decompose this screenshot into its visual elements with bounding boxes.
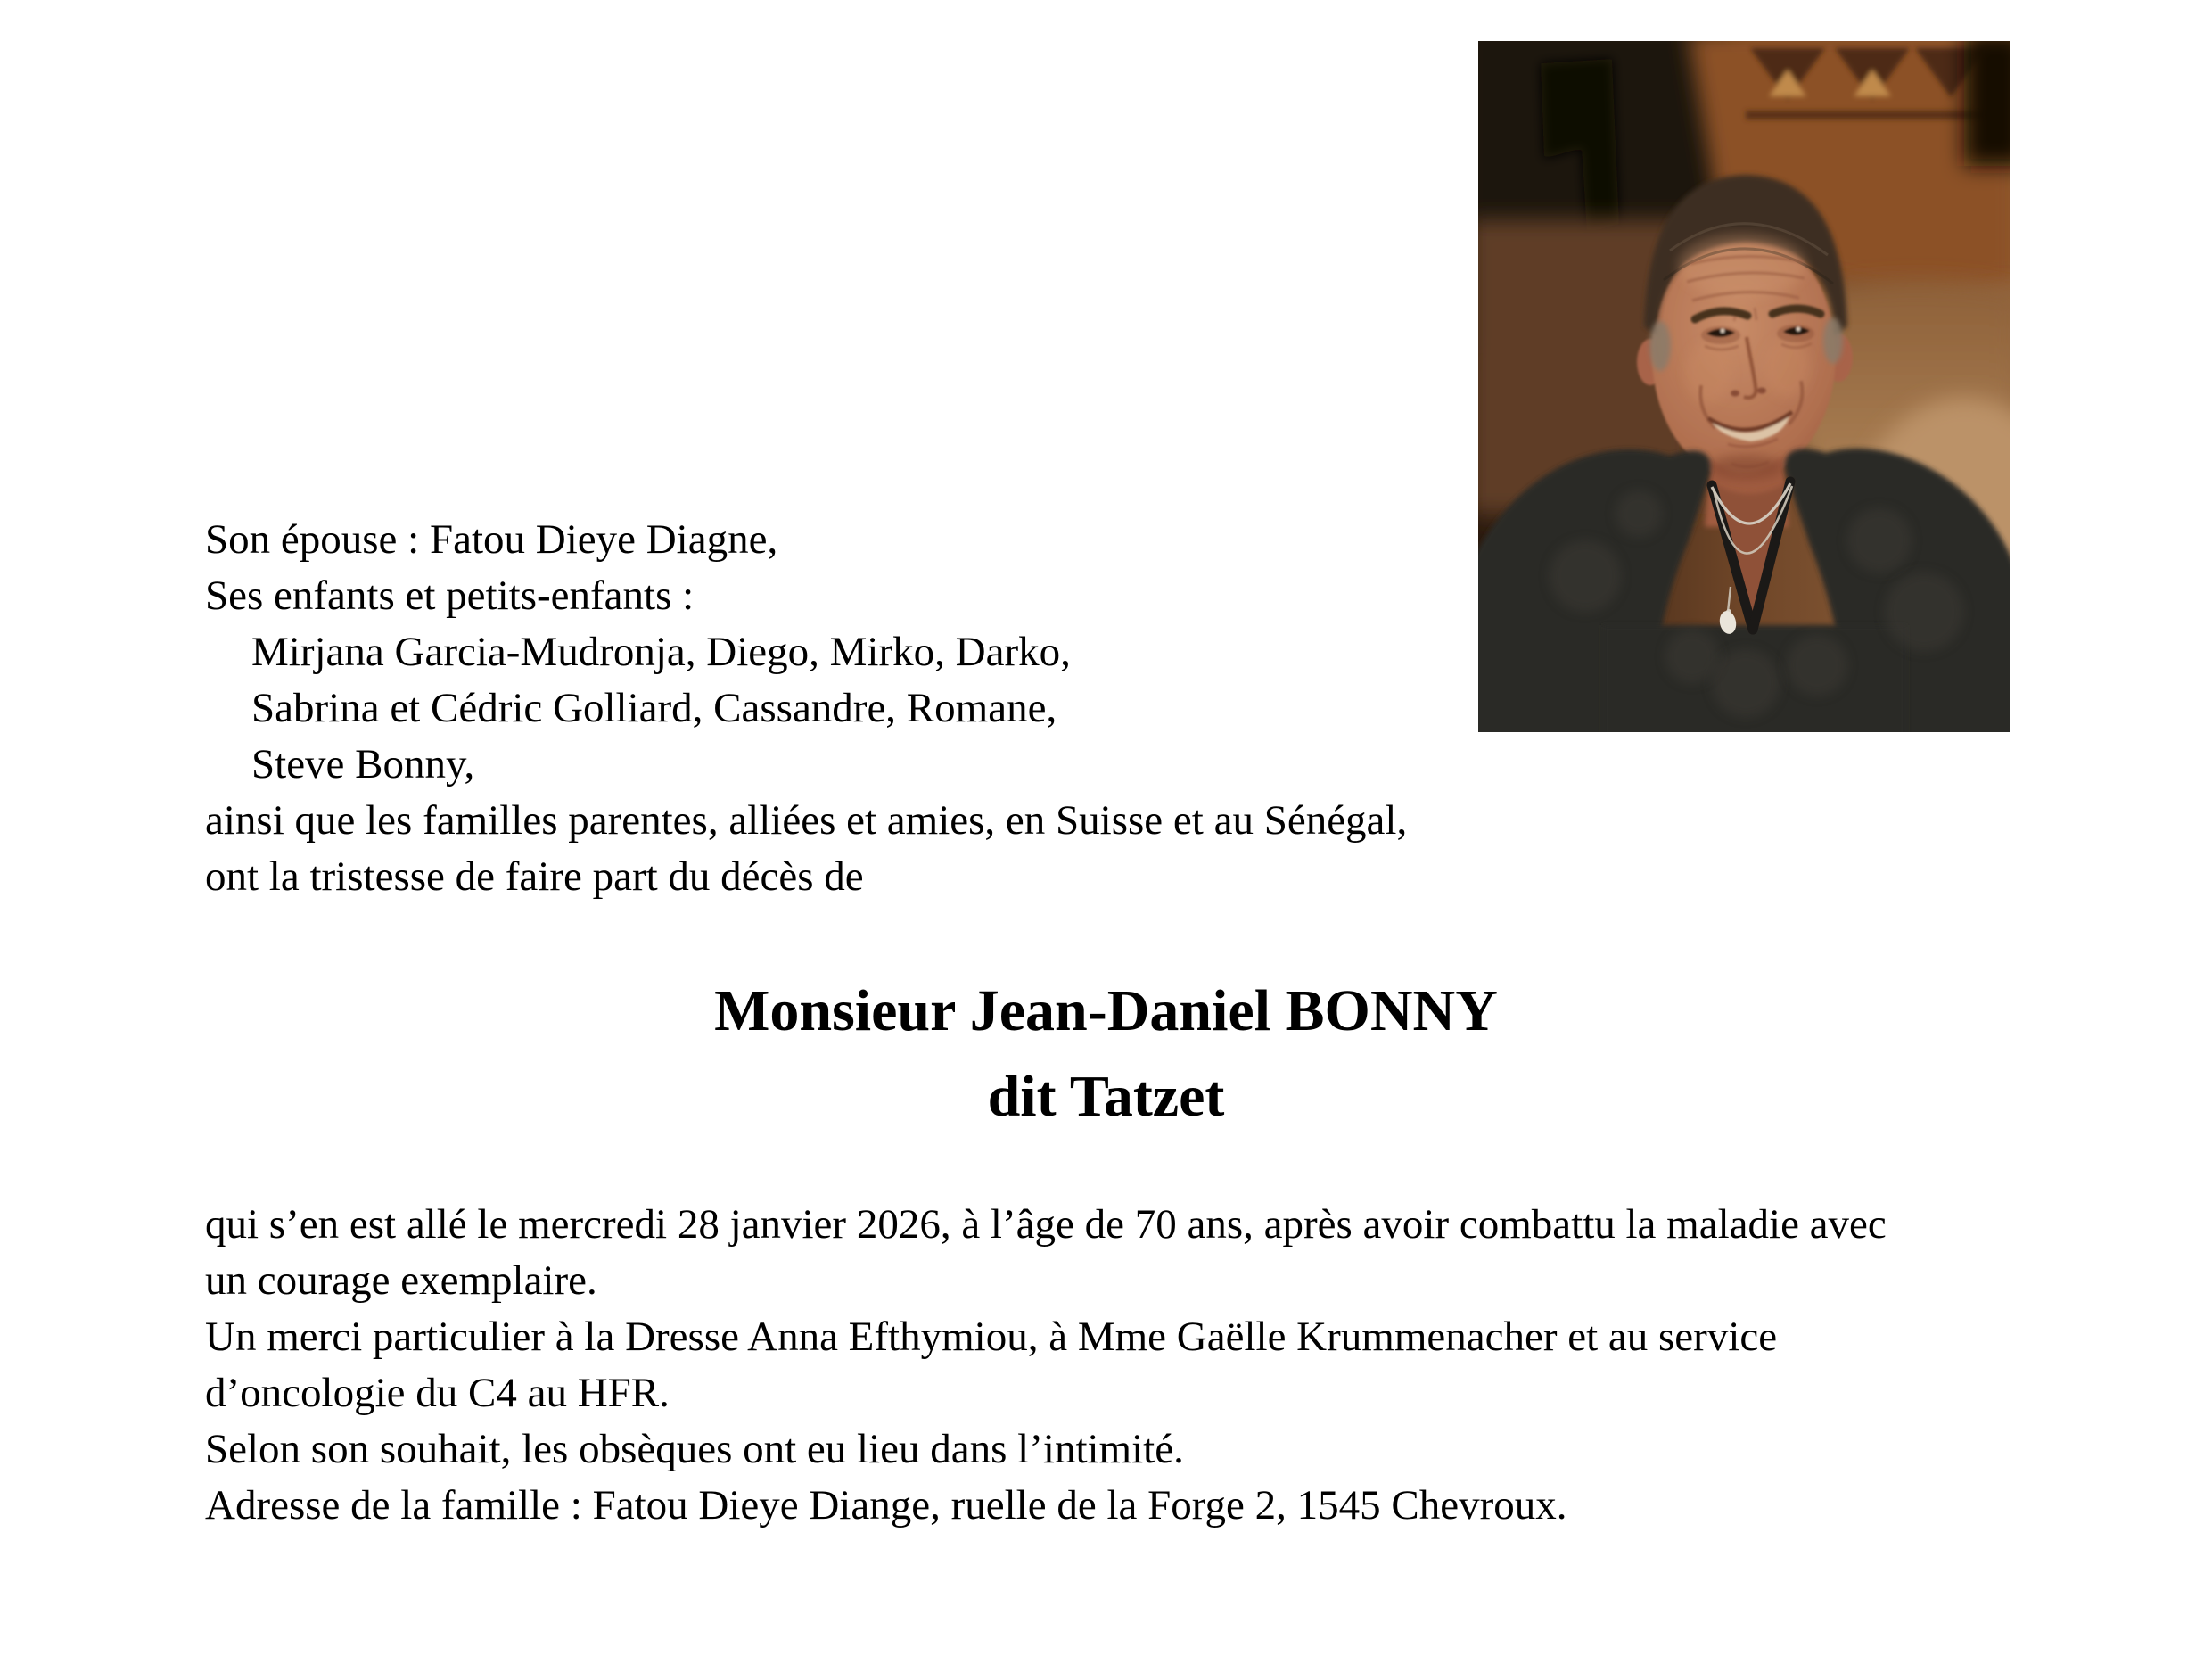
family-line-children-3: Steve Bonny,	[251, 741, 475, 787]
title-block	[0, 968, 2212, 1140]
body-line-address: Adresse de la famille : Fatou Dieye Diange, ruelle de la Forge 2, 1545 Chevroux.	[205, 1482, 1567, 1528]
body-line-oncology: d’oncologie du C4 au HFR.	[205, 1370, 670, 1416]
portrait-photo	[1478, 41, 2010, 732]
family-line-spouse: Son épouse : Fatou Dieye Diagne,	[205, 516, 778, 563]
family-line-children-2: Sabrina et Cédric Golliard, Cassandre, Romane,	[251, 685, 1057, 731]
family-line-children-intro: Ses enfants et petits-enfants :	[205, 573, 695, 619]
family-line-children-1: Mirjana Garcia-Mudronja, Diego, Mirko, Darko,	[251, 629, 1071, 675]
body-line-courage: un courage exemplaire.	[205, 1257, 597, 1304]
family-line-announce: ont la tristesse de faire part du décès de	[205, 853, 864, 900]
family-block	[205, 512, 1407, 905]
body-line-death: qui s’en est allé le mercredi 28 janvier 2026, à l’âge de 70 ans, après avoir combattu la maladie avec	[205, 1201, 1887, 1248]
body-line-funeral: Selon son souhait, les obsèques ont eu lieu dans l’intimité.	[205, 1426, 1184, 1472]
family-line-relatives: ainsi que les familles parentes, alliées et amies, en Suisse et au Sénégal,	[205, 797, 1408, 844]
deceased-name: Monsieur Jean-Daniel BONNY	[714, 978, 1498, 1043]
deceased-nickname: dit Tatzet	[987, 1064, 1225, 1129]
body-block	[205, 1197, 1887, 1534]
body-line-thanks: Un merci particulier à la Dresse Anna Efthymiou, à Mme Gaëlle Krummenacher et au service	[205, 1314, 1778, 1360]
